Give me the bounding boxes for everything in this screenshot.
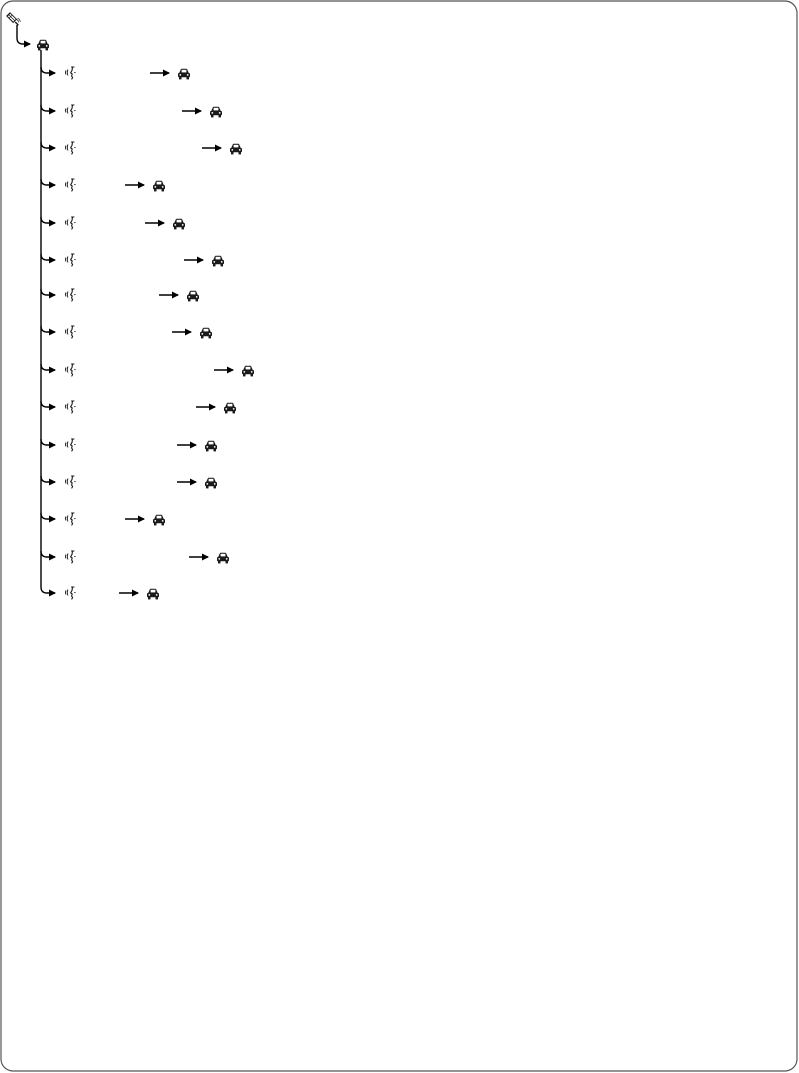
voice-command-icon <box>66 587 76 599</box>
voice-command-icon <box>66 217 76 229</box>
branch-arrow <box>41 217 55 223</box>
branch-arrow <box>41 513 55 519</box>
car-icon <box>37 40 49 51</box>
voice-command-icon <box>66 439 76 451</box>
voice-command-icon <box>66 326 76 338</box>
car-icon <box>205 478 217 489</box>
branch-arrow <box>41 254 55 260</box>
branch-arrow <box>41 326 55 332</box>
branch-arrow <box>41 439 55 445</box>
root-connector <box>17 25 30 44</box>
branch-arrow <box>41 105 55 111</box>
car-icon <box>147 589 159 600</box>
branch-arrow <box>41 587 55 593</box>
branch-arrow <box>41 401 55 407</box>
branch-arrow <box>41 142 55 148</box>
branch-arrow <box>41 179 55 185</box>
car-icon <box>217 553 229 564</box>
car-icon <box>178 69 190 80</box>
car-icon <box>153 181 165 192</box>
icon-layer <box>7 13 254 600</box>
connector-lines <box>17 25 233 593</box>
car-icon <box>205 441 217 452</box>
branch-arrow <box>41 551 55 557</box>
car-icon <box>230 144 242 155</box>
car-icon <box>153 515 165 526</box>
voice-command-icon <box>66 142 76 154</box>
branch-arrow <box>41 476 55 482</box>
voice-command-icon <box>66 551 76 563</box>
car-icon <box>187 291 199 302</box>
voice-command-icon <box>66 179 76 191</box>
voice-command-icon <box>66 401 76 413</box>
car-icon <box>212 256 224 267</box>
voice-command-icon <box>66 254 76 266</box>
branch-arrow <box>41 289 55 295</box>
branch-arrow <box>41 67 55 73</box>
car-icon <box>224 403 236 414</box>
voice-command-icon <box>66 67 76 79</box>
car-icon <box>200 328 212 339</box>
car-icon <box>173 219 185 230</box>
voice-command-icon <box>66 364 76 376</box>
voice-command-icon <box>66 289 76 301</box>
microphone-icon <box>7 13 20 25</box>
voice-command-icon <box>66 105 76 117</box>
voice-command-icon <box>66 476 76 488</box>
car-icon <box>242 366 254 377</box>
car-icon <box>210 107 222 118</box>
voice-command-icon <box>66 513 76 525</box>
branch-arrow <box>41 364 55 370</box>
